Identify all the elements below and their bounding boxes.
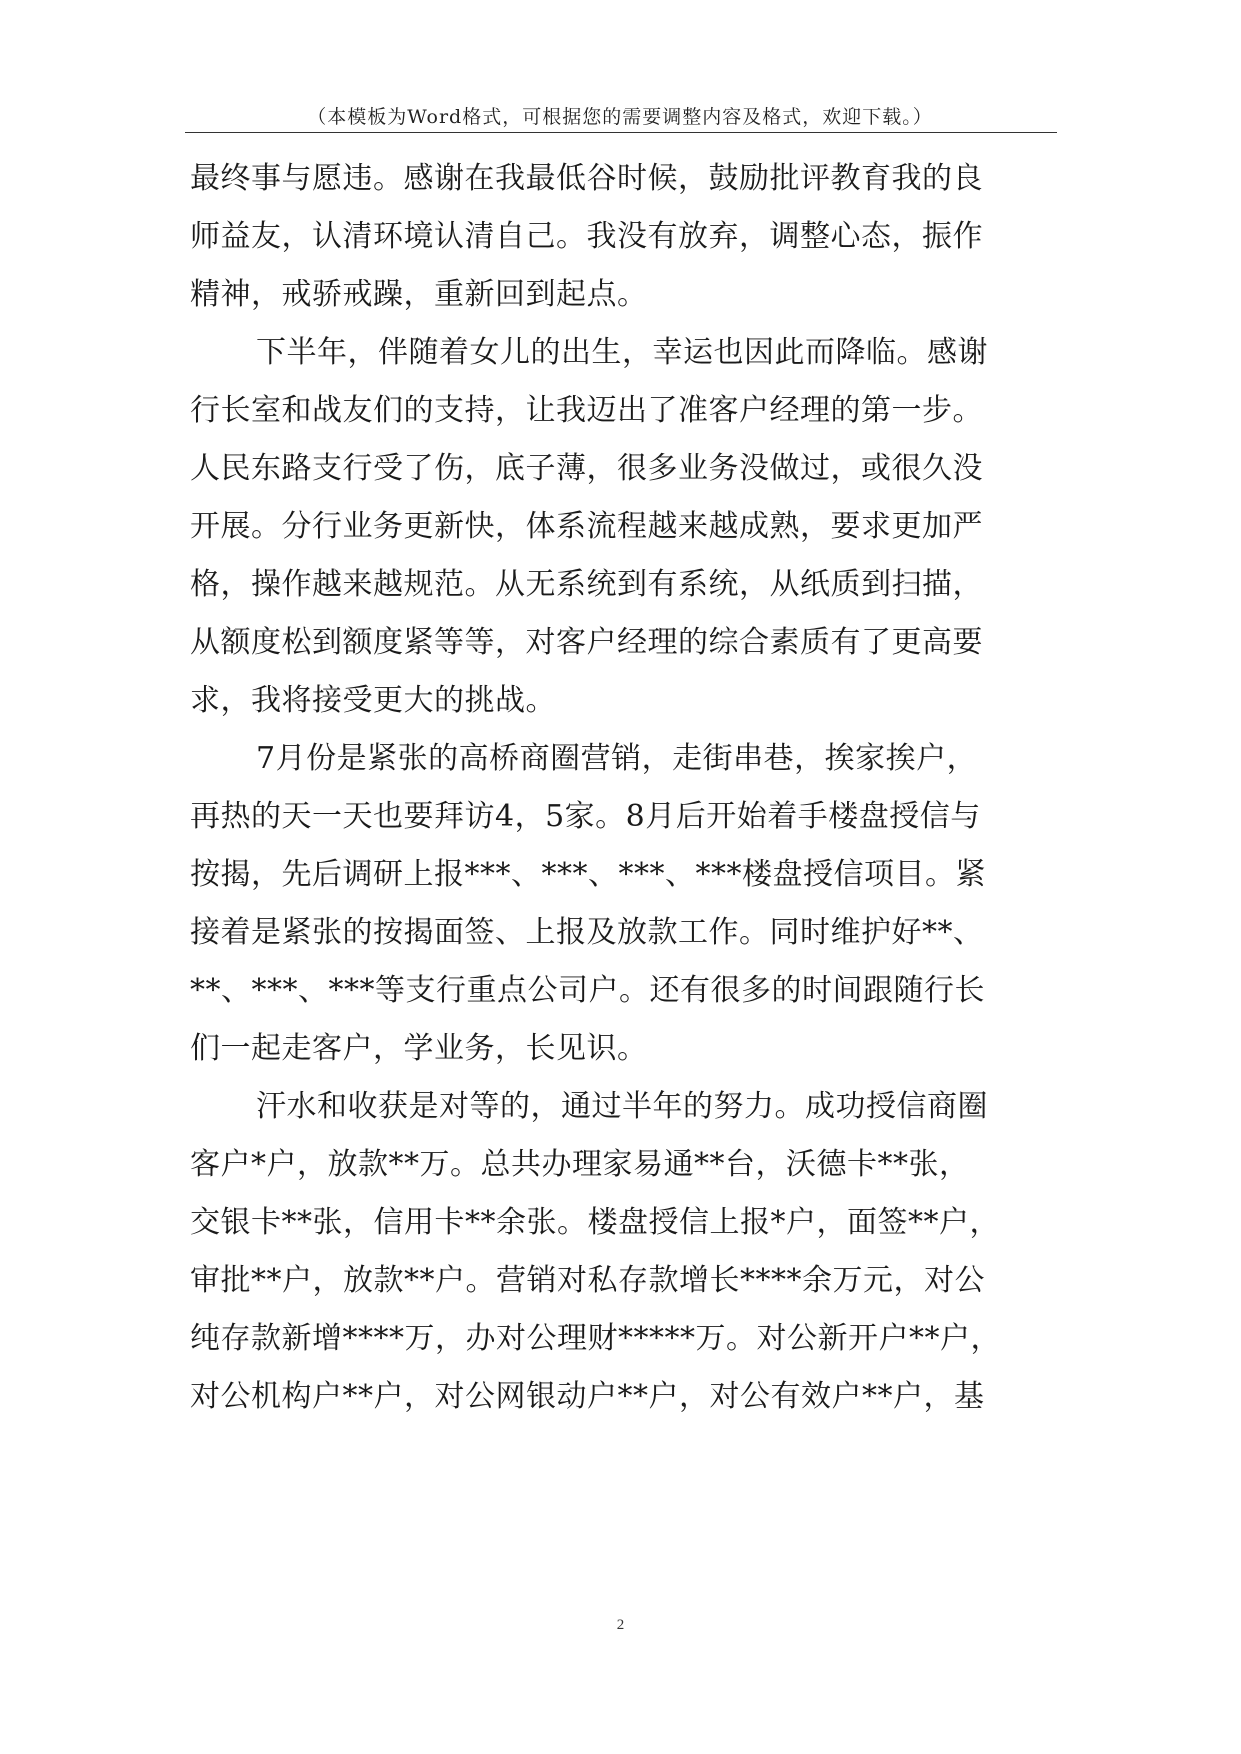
text-line: 接着是紧张的按揭面签、上报及放款工作。同时维护好**、 — [190, 915, 984, 950]
paragraph-first-line: 7月份是紧张的高桥商圈营销，走街串巷，挨家挨户， — [256, 741, 978, 776]
text-line: 对公机构户**户，对公网银动户**户，对公有效户**户，基 — [190, 1379, 985, 1414]
text-line: 审批**户，放款**户。营销对私存款增长****余万元，对公 — [190, 1263, 985, 1298]
paragraph-first-line: 汗水和收获是对等的，通过半年的努力。成功授信商圈 — [256, 1089, 988, 1124]
text-line: 求，我将接受更大的挑战。 — [190, 683, 556, 718]
text-line: 师益友，认清环境认清自己。我没有放弃，调整心态，振作 — [190, 219, 983, 254]
page-number: 2 — [616, 1617, 625, 1633]
text-line: 纯存款新增****万，办对公理财*****万。对公新开户**户， — [190, 1321, 1001, 1356]
text-line: 客户*户，放款**万。总共办理家易通**台，沃德卡**张， — [190, 1147, 970, 1182]
text-line: 们一起走客户，学业务，长见识。 — [190, 1031, 648, 1066]
text-line: 再热的天一天也要拜访4，5家。8月后开始着手楼盘授信与 — [190, 799, 981, 834]
text-line: 开展。分行业务更新快，体系流程越来越成熟，要求更加严 — [190, 509, 983, 544]
text-line: 人民东路支行受了伤，底子薄，很多业务没做过，或很久没 — [190, 451, 983, 486]
text-line: **、***、***等支行重点公司户。还有很多的时间跟随行长 — [190, 973, 985, 1008]
paragraph-first-line: 下半年，伴随着女儿的出生，幸运也因此而降临。感谢 — [256, 335, 988, 370]
document-body — [190, 150, 1060, 1426]
header-divider — [185, 132, 1057, 133]
text-line: 精神，戒骄戒躁，重新回到起点。 — [190, 277, 648, 312]
text-line: 最终事与愿违。感谢在我最低谷时候，鼓励批评教育我的良 — [190, 161, 983, 196]
text-line: 按揭，先后调研上报***、***、***、***楼盘授信项目。紧 — [190, 857, 986, 892]
text-line: 格，操作越来越规范。从无系统到有系统，从纸质到扫描， — [190, 567, 983, 602]
text-line: 交银卡**张，信用卡**余张。楼盘授信上报*户，面签**户， — [190, 1205, 1000, 1240]
text-line: 从额度松到额度紧等等，对客户经理的综合素质有了更高要 — [190, 625, 983, 660]
text-line: 行长室和战友们的支持，让我迈出了准客户经理的第一步。 — [190, 393, 983, 428]
page-header: （本模板为Word格式，可根据您的需要调整内容及格式，欢迎下载。） — [307, 106, 933, 128]
